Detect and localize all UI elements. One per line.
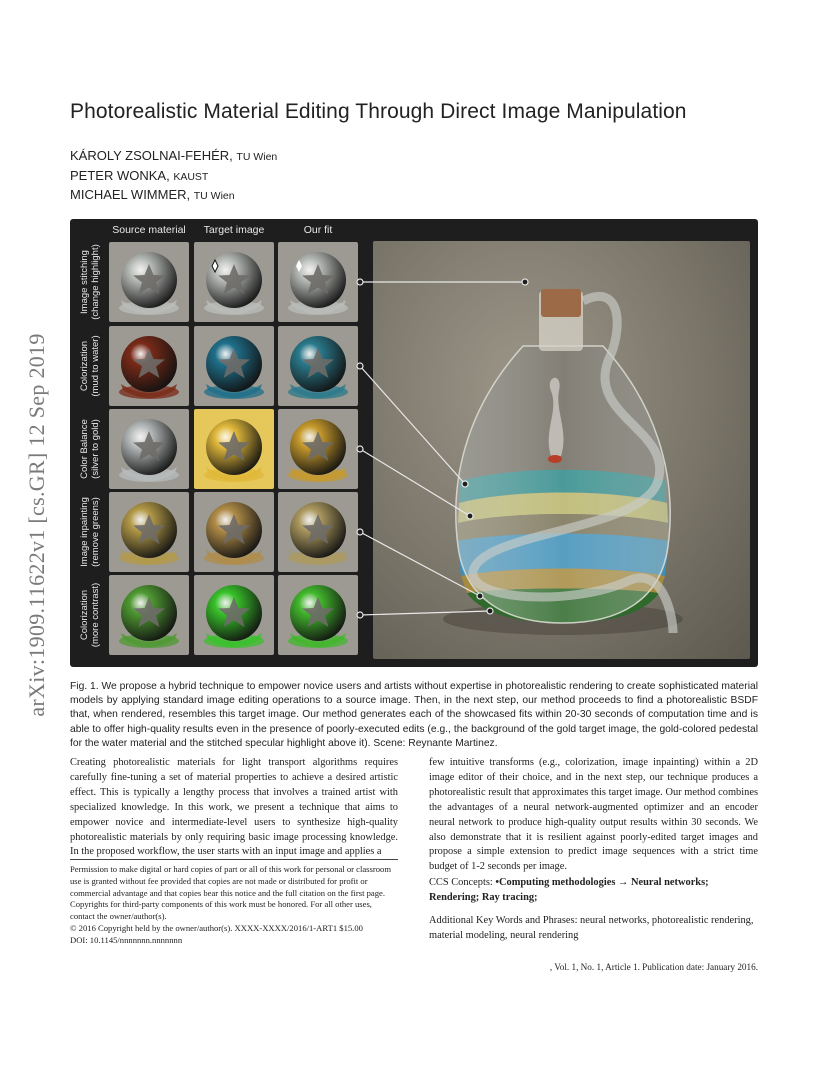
footnote-rule bbox=[70, 859, 398, 860]
callout-lines bbox=[70, 219, 758, 667]
author-1: KÁROLY ZSOLNAI-FEHÉR, TU Wien bbox=[70, 148, 278, 163]
column-header-source: Source material bbox=[112, 224, 186, 236]
doi-line: DOI: 10.1145/nnnnnnn.nnnnnnn bbox=[70, 934, 183, 945]
paper-title: Photorealistic Material Editing Through Direct Image Manipulation bbox=[70, 100, 687, 123]
arxiv-stamp: arXiv:1909.11622v1 [cs.GR] 12 Sep 2019 bbox=[24, 333, 49, 717]
row-label: Colorization (more contrast) bbox=[79, 582, 101, 648]
additional-keywords: Additional Key Words and Phrases: neural networks, photorealistic rendering, material modeling, neural rendering bbox=[429, 915, 754, 941]
row-label: Image inpainting (remove greens) bbox=[79, 497, 101, 567]
body-text-left: Creating photorealistic materials for light transport algorithms requires carefully fine-tuning a set of material properties to achieve a desired artistic effect. This is typically a lengthy process that involves a trained artist with specialized knowledge. In this work, we present a technique that aims to empower novice and intermediate-level users to synthesize high-quality photorealistic materials by only requiring basic image processing knowledge. In the proposed workflow, the user starts with an input image and applies a bbox=[70, 757, 398, 858]
teaser-figure bbox=[70, 219, 758, 667]
permission-notice bbox=[70, 864, 398, 947]
author-2: PETER WONKA, KAUST bbox=[70, 167, 209, 183]
row-label: Image stitching (change highlight) bbox=[79, 244, 101, 320]
author-3: MICHAEL WIMMER, TU Wien bbox=[70, 187, 235, 202]
permission-text: Permission to make digital or hard copies of part or all of this work for personal or classroom use is granted without fee provided that copies are not made or distributed for profit or commercial advantage and that copies bear this notice and the full citation on the first page. Copyrights for third-party components of this work must be honored. For all other uses, contact the owner/author(s). bbox=[70, 864, 391, 922]
publication-footer: , Vol. 1, No. 1, Article 1. Publication date: January 2016. bbox=[549, 962, 758, 972]
row-label: Colorization (mud to water) bbox=[79, 335, 101, 397]
copyright-line: © 2016 Copyright held by the owner/author(s). XXXX-XXXX/2016/1-ART1 $15.00 bbox=[70, 922, 363, 933]
author-list bbox=[70, 147, 277, 206]
row-label: Color Balance (silver to gold) bbox=[79, 419, 101, 479]
body-text-right: few intuitive transforms (e.g., colorization, image inpainting) within a 2D image editor of their choice, and in the next step, our technique produces a photorealistic result that approximates this target image. Our method combines the advantages of a neural network-augmented optimizer and an encoder neural network to produce high-quality output results within 30 seconds. We also demonstrate that it is resilient against poorly-edited target images and propose a simple extension to predict image sequences with a strict time budget of 1-2 seconds per image. bbox=[429, 757, 758, 873]
figure-caption: Fig. 1. We propose a hybrid technique to empower novice users and artists without expertise in photorealistic rendering to create sophisticated material models by applying standard image editing operations to a source image. Then, in the next step, our method proceeds to find a photorealistic BSDF that, when rendered, resembles this target image. Our method generates each of the showcased fits within 20-30 seconds of computation time and is able to offer high-quality results even in the presence of poorly-executed edits (e.g., the background of the gold target image, the gold-colored pedestal for the water material and the stitched specular highlight above it). Scene: Reynante Martinez. bbox=[70, 681, 758, 749]
ccs-concepts: CCS Concepts: •Computing methodologies → Neural networks; Rendering; Ray tracing; bbox=[429, 877, 709, 903]
column-header-target: Target image bbox=[203, 224, 265, 236]
column-header-fit: Our fit bbox=[303, 224, 333, 236]
